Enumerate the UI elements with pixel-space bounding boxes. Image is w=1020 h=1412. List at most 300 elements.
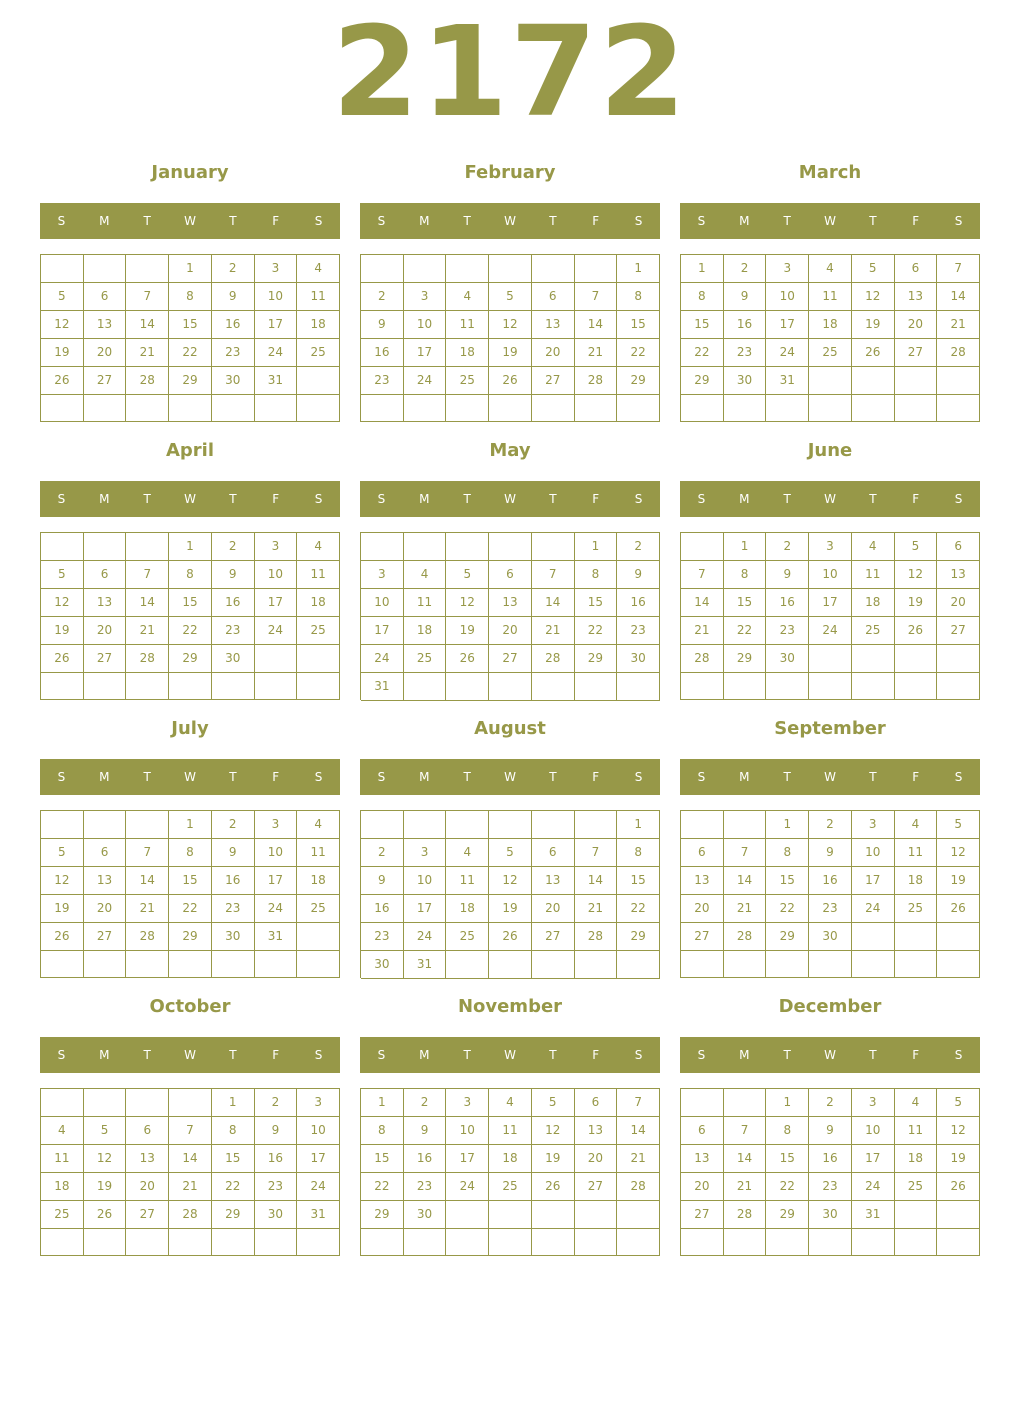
day-cell: 11 <box>895 1117 938 1145</box>
day-grid <box>360 810 660 978</box>
day-cell: 30 <box>766 645 809 673</box>
day-cell: 31 <box>255 923 298 951</box>
month-title: September <box>774 718 886 739</box>
day-cell: 28 <box>617 1173 660 1201</box>
empty-cell <box>446 255 489 283</box>
weekday-header <box>360 759 660 795</box>
month-april <box>40 434 340 704</box>
day-cell: 17 <box>404 895 447 923</box>
day-cell: 7 <box>169 1117 212 1145</box>
empty-cell <box>361 1229 404 1256</box>
day-cell: 30 <box>617 645 660 673</box>
empty-cell <box>446 395 489 422</box>
year-title: 2172 <box>332 0 688 145</box>
day-cell: 6 <box>532 283 575 311</box>
day-cell: 19 <box>41 339 84 367</box>
day-cell: 1 <box>617 255 660 283</box>
day-cell: 3 <box>255 811 298 839</box>
month-july <box>40 712 340 982</box>
day-cell: 23 <box>617 617 660 645</box>
month-december <box>680 990 980 1260</box>
day-cell: 22 <box>361 1173 404 1201</box>
empty-cell <box>212 673 255 700</box>
empty-cell <box>766 673 809 700</box>
day-cell: 29 <box>361 1201 404 1229</box>
weekday-label: W <box>504 492 516 506</box>
empty-cell <box>575 811 618 839</box>
day-cell: 22 <box>169 895 212 923</box>
day-cell: 20 <box>532 895 575 923</box>
day-cell: 3 <box>255 255 298 283</box>
empty-cell <box>126 1229 169 1256</box>
empty-cell <box>41 255 84 283</box>
weekday-label: M <box>99 214 110 228</box>
day-cell: 24 <box>809 617 852 645</box>
day-cell: 29 <box>169 645 212 673</box>
weekday-label: M <box>739 214 750 228</box>
weekday-label: S <box>954 770 963 784</box>
day-cell: 13 <box>681 1145 724 1173</box>
empty-cell <box>852 645 895 673</box>
empty-cell <box>895 673 938 700</box>
day-cell: 12 <box>41 311 84 339</box>
empty-cell <box>724 1089 767 1117</box>
day-cell: 18 <box>446 895 489 923</box>
day-cell: 12 <box>41 867 84 895</box>
day-cell: 28 <box>575 923 618 951</box>
day-cell: 19 <box>937 1145 980 1173</box>
day-grid <box>360 532 660 700</box>
day-cell: 11 <box>895 839 938 867</box>
empty-cell <box>446 1201 489 1229</box>
day-cell: 27 <box>575 1173 618 1201</box>
weekday-label: T <box>549 1048 557 1062</box>
empty-cell <box>895 1201 938 1229</box>
weekday-label: T <box>143 492 151 506</box>
day-cell: 26 <box>41 923 84 951</box>
weekday-label: T <box>143 770 151 784</box>
day-cell: 23 <box>809 895 852 923</box>
weekday-label: T <box>463 1048 471 1062</box>
weekday-label: S <box>57 214 66 228</box>
day-cell: 9 <box>724 283 767 311</box>
empty-cell <box>169 1229 212 1256</box>
day-cell: 11 <box>297 561 340 589</box>
day-cell: 15 <box>766 867 809 895</box>
day-cell: 18 <box>852 589 895 617</box>
day-cell: 14 <box>532 589 575 617</box>
day-cell: 28 <box>126 645 169 673</box>
day-cell: 10 <box>404 311 447 339</box>
day-cell: 8 <box>724 561 767 589</box>
day-cell: 27 <box>937 617 980 645</box>
empty-cell <box>895 367 938 395</box>
empty-cell <box>255 951 298 978</box>
day-cell: 20 <box>84 339 127 367</box>
empty-cell <box>532 395 575 422</box>
day-cell: 28 <box>724 923 767 951</box>
weekday-label: T <box>869 214 877 228</box>
weekday-label: S <box>634 492 643 506</box>
weekday-label: F <box>592 1048 600 1062</box>
day-cell: 5 <box>937 811 980 839</box>
day-cell: 26 <box>41 645 84 673</box>
empty-cell <box>489 533 532 561</box>
day-cell: 18 <box>489 1145 532 1173</box>
weekday-label: S <box>57 770 66 784</box>
day-cell: 6 <box>895 255 938 283</box>
day-cell: 7 <box>126 839 169 867</box>
day-cell: 4 <box>297 533 340 561</box>
day-cell: 21 <box>724 895 767 923</box>
month-march <box>680 156 980 426</box>
day-cell: 1 <box>766 811 809 839</box>
weekday-label: S <box>314 1048 323 1062</box>
empty-cell <box>809 673 852 700</box>
day-cell: 8 <box>575 561 618 589</box>
empty-cell <box>852 951 895 978</box>
weekday-label: S <box>377 492 386 506</box>
empty-cell <box>681 673 724 700</box>
day-cell: 28 <box>126 923 169 951</box>
day-cell: 8 <box>169 283 212 311</box>
empty-cell <box>489 255 532 283</box>
day-cell: 6 <box>126 1117 169 1145</box>
day-cell: 27 <box>489 645 532 673</box>
day-cell: 19 <box>895 589 938 617</box>
day-cell: 25 <box>446 923 489 951</box>
weekday-label: W <box>504 214 516 228</box>
day-cell: 24 <box>255 617 298 645</box>
empty-cell <box>126 1089 169 1117</box>
empty-cell <box>681 533 724 561</box>
day-cell: 27 <box>126 1201 169 1229</box>
day-cell: 29 <box>169 367 212 395</box>
day-cell: 12 <box>489 867 532 895</box>
day-cell: 8 <box>169 839 212 867</box>
day-cell: 28 <box>681 645 724 673</box>
day-cell: 5 <box>895 533 938 561</box>
weekday-label: M <box>739 1048 750 1062</box>
day-cell: 30 <box>724 367 767 395</box>
day-cell: 28 <box>937 339 980 367</box>
empty-cell <box>297 395 340 422</box>
day-cell: 15 <box>617 867 660 895</box>
day-cell: 24 <box>446 1173 489 1201</box>
day-cell: 5 <box>41 561 84 589</box>
day-cell: 28 <box>575 367 618 395</box>
empty-cell <box>809 395 852 422</box>
day-cell: 1 <box>361 1089 404 1117</box>
month-may <box>360 434 660 704</box>
empty-cell <box>937 923 980 951</box>
day-cell: 3 <box>852 1089 895 1117</box>
day-cell: 8 <box>361 1117 404 1145</box>
empty-cell <box>852 367 895 395</box>
day-cell: 24 <box>361 645 404 673</box>
day-cell: 31 <box>361 673 404 701</box>
weekday-header <box>40 1037 340 1073</box>
empty-cell <box>297 673 340 700</box>
day-cell: 21 <box>617 1145 660 1173</box>
day-cell: 16 <box>361 895 404 923</box>
weekday-label: T <box>463 214 471 228</box>
day-cell: 21 <box>724 1173 767 1201</box>
day-cell: 9 <box>809 1117 852 1145</box>
day-cell: 30 <box>212 645 255 673</box>
day-cell: 23 <box>361 367 404 395</box>
day-cell: 20 <box>126 1173 169 1201</box>
day-cell: 7 <box>681 561 724 589</box>
weekday-label: S <box>634 770 643 784</box>
day-cell: 18 <box>297 311 340 339</box>
day-cell: 18 <box>895 1145 938 1173</box>
day-cell: 7 <box>617 1089 660 1117</box>
day-cell: 12 <box>489 311 532 339</box>
weekday-header <box>680 759 980 795</box>
day-cell: 21 <box>937 311 980 339</box>
weekday-header <box>680 1037 980 1073</box>
day-cell: 16 <box>404 1145 447 1173</box>
month-title: May <box>489 440 531 461</box>
day-cell: 2 <box>809 811 852 839</box>
day-cell: 20 <box>575 1145 618 1173</box>
empty-cell <box>446 951 489 979</box>
weekday-label: T <box>783 1048 791 1062</box>
empty-cell <box>41 395 84 422</box>
empty-cell <box>489 395 532 422</box>
day-cell: 1 <box>169 255 212 283</box>
day-cell: 17 <box>255 311 298 339</box>
day-grid <box>40 810 340 978</box>
weekday-label: S <box>314 770 323 784</box>
day-cell: 9 <box>809 839 852 867</box>
day-cell: 24 <box>255 895 298 923</box>
day-cell: 17 <box>255 589 298 617</box>
empty-cell <box>681 1229 724 1256</box>
day-cell: 7 <box>575 839 618 867</box>
weekday-label: F <box>272 214 280 228</box>
weekday-label: W <box>184 1048 196 1062</box>
weekday-header <box>360 1037 660 1073</box>
day-cell: 18 <box>446 339 489 367</box>
weekday-label: T <box>869 770 877 784</box>
day-cell: 22 <box>169 339 212 367</box>
empty-cell <box>489 811 532 839</box>
day-cell: 18 <box>297 589 340 617</box>
day-cell: 22 <box>766 1173 809 1201</box>
day-cell: 19 <box>41 617 84 645</box>
day-cell: 24 <box>297 1173 340 1201</box>
day-cell: 25 <box>297 617 340 645</box>
weekday-label: F <box>912 214 920 228</box>
day-cell: 18 <box>895 867 938 895</box>
day-cell: 12 <box>895 561 938 589</box>
day-cell: 15 <box>169 867 212 895</box>
day-cell: 14 <box>575 311 618 339</box>
empty-cell <box>532 951 575 979</box>
month-september <box>680 712 980 982</box>
day-cell: 22 <box>212 1173 255 1201</box>
weekday-label: F <box>912 770 920 784</box>
day-cell: 14 <box>126 867 169 895</box>
day-cell: 5 <box>41 839 84 867</box>
day-cell: 13 <box>126 1145 169 1173</box>
empty-cell <box>681 395 724 422</box>
day-cell: 16 <box>809 867 852 895</box>
day-cell: 27 <box>84 923 127 951</box>
empty-cell <box>41 811 84 839</box>
day-cell: 5 <box>852 255 895 283</box>
day-cell: 29 <box>617 367 660 395</box>
day-cell: 24 <box>766 339 809 367</box>
empty-cell <box>169 1089 212 1117</box>
day-cell: 11 <box>852 561 895 589</box>
day-cell: 5 <box>446 561 489 589</box>
day-cell: 4 <box>895 1089 938 1117</box>
day-cell: 15 <box>724 589 767 617</box>
empty-cell <box>852 395 895 422</box>
weekday-label: M <box>739 492 750 506</box>
day-cell: 13 <box>681 867 724 895</box>
weekday-label: M <box>419 770 430 784</box>
empty-cell <box>297 367 340 395</box>
day-cell: 11 <box>446 867 489 895</box>
day-cell: 17 <box>404 339 447 367</box>
empty-cell <box>84 395 127 422</box>
day-cell: 24 <box>852 1173 895 1201</box>
weekday-label: S <box>314 214 323 228</box>
day-cell: 15 <box>169 589 212 617</box>
day-cell: 3 <box>255 533 298 561</box>
day-cell: 3 <box>852 811 895 839</box>
day-cell: 1 <box>169 533 212 561</box>
day-cell: 7 <box>575 283 618 311</box>
weekday-label: W <box>824 492 836 506</box>
empty-cell <box>532 533 575 561</box>
weekday-label: M <box>99 770 110 784</box>
day-cell: 3 <box>404 283 447 311</box>
day-cell: 20 <box>895 311 938 339</box>
day-cell: 4 <box>446 839 489 867</box>
empty-cell <box>126 533 169 561</box>
weekday-header <box>360 481 660 517</box>
empty-cell <box>617 1201 660 1229</box>
day-cell: 16 <box>361 339 404 367</box>
empty-cell <box>361 255 404 283</box>
day-cell: 6 <box>84 283 127 311</box>
empty-cell <box>84 1229 127 1256</box>
day-cell: 2 <box>724 255 767 283</box>
day-cell: 31 <box>852 1201 895 1229</box>
day-cell: 20 <box>937 589 980 617</box>
empty-cell <box>895 923 938 951</box>
day-cell: 27 <box>895 339 938 367</box>
empty-cell <box>895 1229 938 1256</box>
day-cell: 6 <box>937 533 980 561</box>
day-cell: 29 <box>575 645 618 673</box>
weekday-label: F <box>592 770 600 784</box>
weekday-label: M <box>419 214 430 228</box>
day-cell: 22 <box>575 617 618 645</box>
day-cell: 28 <box>724 1201 767 1229</box>
day-cell: 12 <box>84 1145 127 1173</box>
day-cell: 10 <box>809 561 852 589</box>
weekday-header <box>360 203 660 239</box>
empty-cell <box>895 645 938 673</box>
empty-cell <box>617 951 660 979</box>
day-cell: 18 <box>41 1173 84 1201</box>
day-cell: 14 <box>937 283 980 311</box>
empty-cell <box>489 951 532 979</box>
day-cell: 1 <box>724 533 767 561</box>
empty-cell <box>724 951 767 978</box>
weekday-label: W <box>184 492 196 506</box>
weekday-label: S <box>57 492 66 506</box>
day-cell: 20 <box>489 617 532 645</box>
day-cell: 5 <box>532 1089 575 1117</box>
empty-cell <box>724 395 767 422</box>
empty-cell <box>937 1201 980 1229</box>
month-title: November <box>457 996 563 1017</box>
month-august <box>360 712 660 982</box>
day-cell: 9 <box>404 1117 447 1145</box>
weekday-label: S <box>697 1048 706 1062</box>
day-cell: 14 <box>617 1117 660 1145</box>
day-cell: 3 <box>297 1089 340 1117</box>
day-cell: 26 <box>446 645 489 673</box>
empty-cell <box>446 1229 489 1256</box>
weekday-label: T <box>143 1048 151 1062</box>
day-cell: 15 <box>361 1145 404 1173</box>
day-cell: 19 <box>937 867 980 895</box>
day-cell: 31 <box>404 951 447 979</box>
day-cell: 2 <box>212 533 255 561</box>
empty-cell <box>297 923 340 951</box>
day-cell: 19 <box>41 895 84 923</box>
day-cell: 22 <box>169 617 212 645</box>
day-cell: 9 <box>766 561 809 589</box>
day-cell: 7 <box>724 1117 767 1145</box>
day-cell: 30 <box>212 367 255 395</box>
day-cell: 10 <box>852 1117 895 1145</box>
day-cell: 1 <box>575 533 618 561</box>
empty-cell <box>617 395 660 422</box>
empty-cell <box>532 1201 575 1229</box>
weekday-label: T <box>549 492 557 506</box>
weekday-label: F <box>592 492 600 506</box>
weekday-label: W <box>824 214 836 228</box>
day-cell: 26 <box>489 923 532 951</box>
empty-cell <box>575 673 618 701</box>
empty-cell <box>361 533 404 561</box>
weekday-label: T <box>549 770 557 784</box>
empty-cell <box>404 673 447 701</box>
day-cell: 13 <box>84 311 127 339</box>
day-cell: 10 <box>404 867 447 895</box>
day-cell: 18 <box>404 617 447 645</box>
day-cell: 13 <box>489 589 532 617</box>
empty-cell <box>255 1229 298 1256</box>
empty-cell <box>617 673 660 701</box>
day-cell: 6 <box>575 1089 618 1117</box>
day-cell: 6 <box>84 561 127 589</box>
weekday-label: M <box>99 1048 110 1062</box>
day-cell: 30 <box>809 1201 852 1229</box>
day-cell: 31 <box>766 367 809 395</box>
empty-cell <box>766 395 809 422</box>
weekday-label: F <box>272 1048 280 1062</box>
